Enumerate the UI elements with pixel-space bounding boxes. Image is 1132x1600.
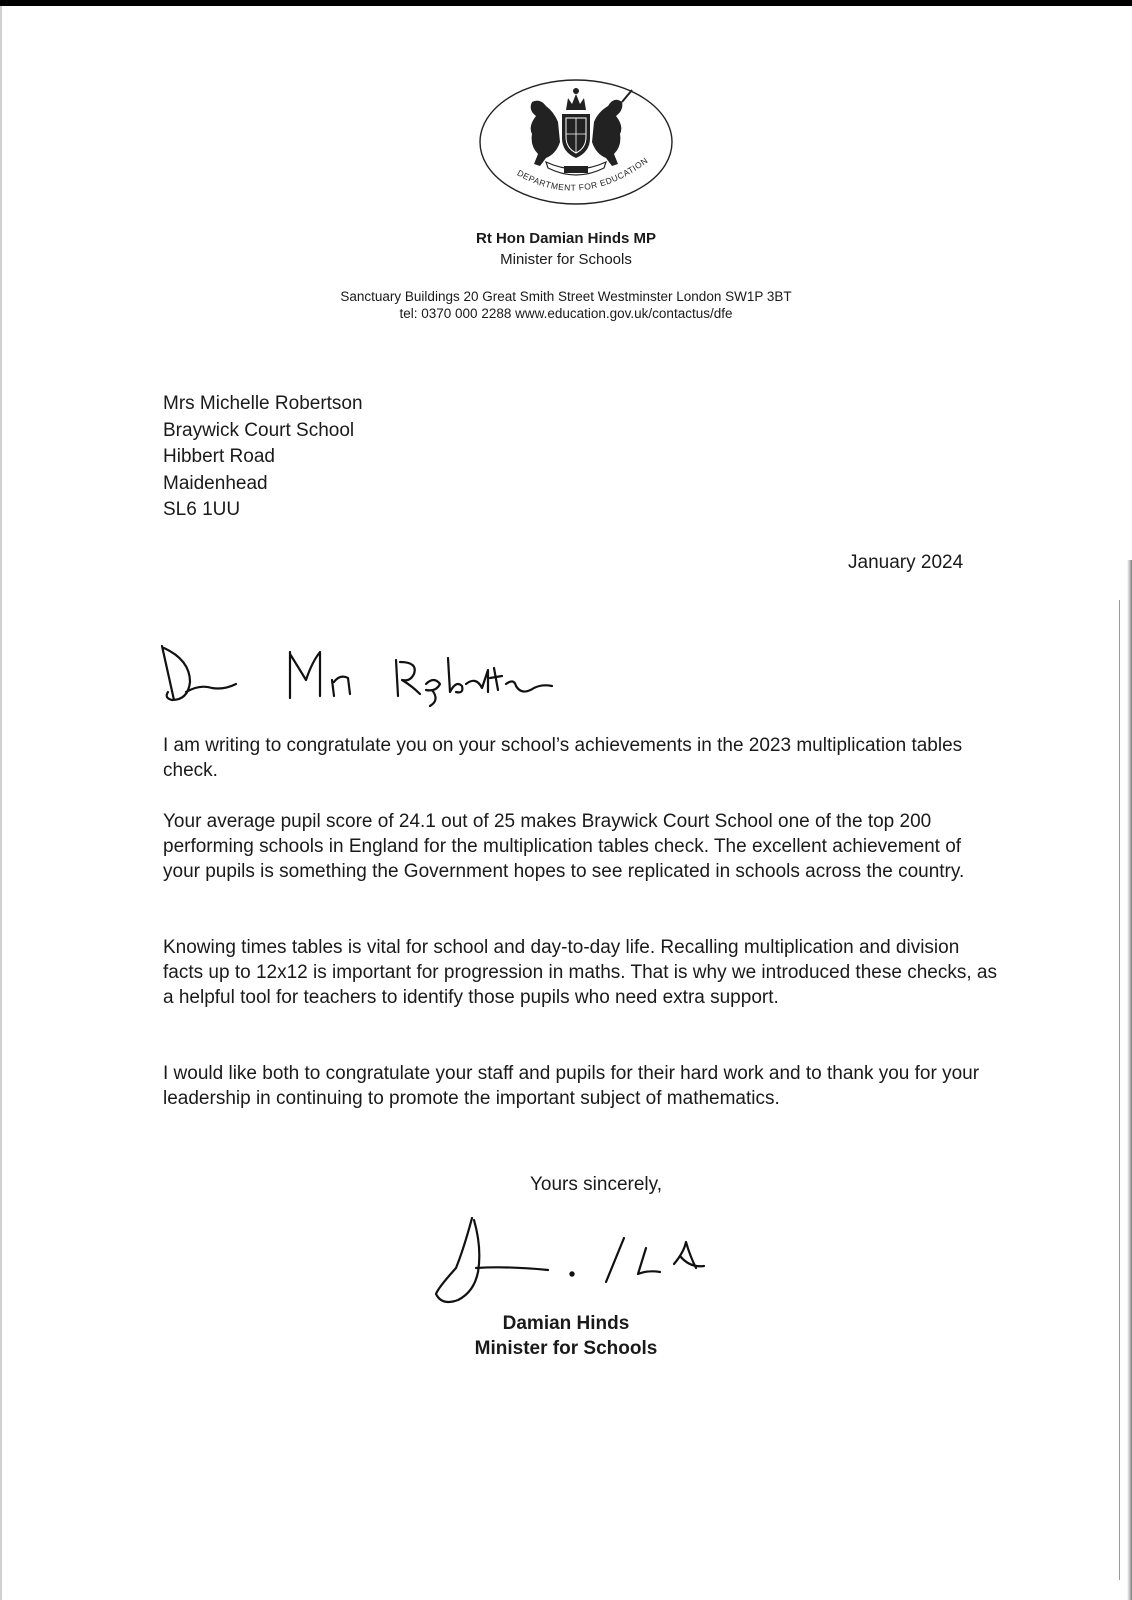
paragraph-1: I am writing to congratulate you on your school’s achievements in the 2023 multiplication tables check. (163, 735, 963, 781)
handwritten-salutation (150, 640, 570, 720)
crest-text: DEPARTMENT FOR EDUCATION (515, 155, 650, 193)
paragraph-3: Knowing times tables is vital for school and day-to-day life. Recalling multiplication and division facts up to 12x12 is important for progression in maths. That is why we introduced these checks, as a helpful tool for teachers to identify those pupils who need extra support. (163, 937, 997, 1008)
handwritten-signature (428, 1208, 728, 1308)
paragraph-2: Your average pupil score of 24.1 out of 25 makes Braywick Court School one of the top 200 performing schools in England for the multiplication tables check. The excellent achievement of your pupils is something the Government hopes to see replicated in schools across the country. (163, 811, 965, 882)
scan-top-border (0, 0, 1132, 6)
recipient-town: Maidenhead (163, 472, 268, 494)
recipient-school: Braywick Court School (163, 419, 355, 441)
recipient-street: Hibbert Road (163, 446, 275, 467)
department-crest-logo (476, 76, 676, 206)
recipient-name: Mrs Michelle Robertson (163, 393, 363, 414)
sender-role: Minister for Schools (500, 251, 632, 268)
signatory-name: Damian Hinds (502, 1313, 630, 1334)
letter-date: January 2024 (848, 552, 964, 573)
scan-right-edge (1127, 560, 1132, 1600)
scan-right-edge-line (1119, 600, 1120, 1580)
sender-name: Rt Hon Damian Hinds MP (475, 230, 656, 247)
sender-contact: tel: 0370 000 2288 www.education.gov.uk/contactus/dfe (399, 306, 733, 321)
recipient-postcode: SL6 1UU (163, 499, 241, 520)
recipient-address (163, 391, 363, 524)
paragraph-4: I would like both to congratulate your staff and pupils for their hard work and to thank you for your leadership in continuing to promote the important subject of mathematics. (163, 1063, 980, 1109)
sender-address: Sanctuary Buildings 20 Great Smith Street Westminster London SW1P 3BT (340, 289, 792, 304)
closing: Yours sincerely, (529, 1174, 662, 1195)
signatory-role: Minister for Schools (474, 1338, 658, 1359)
